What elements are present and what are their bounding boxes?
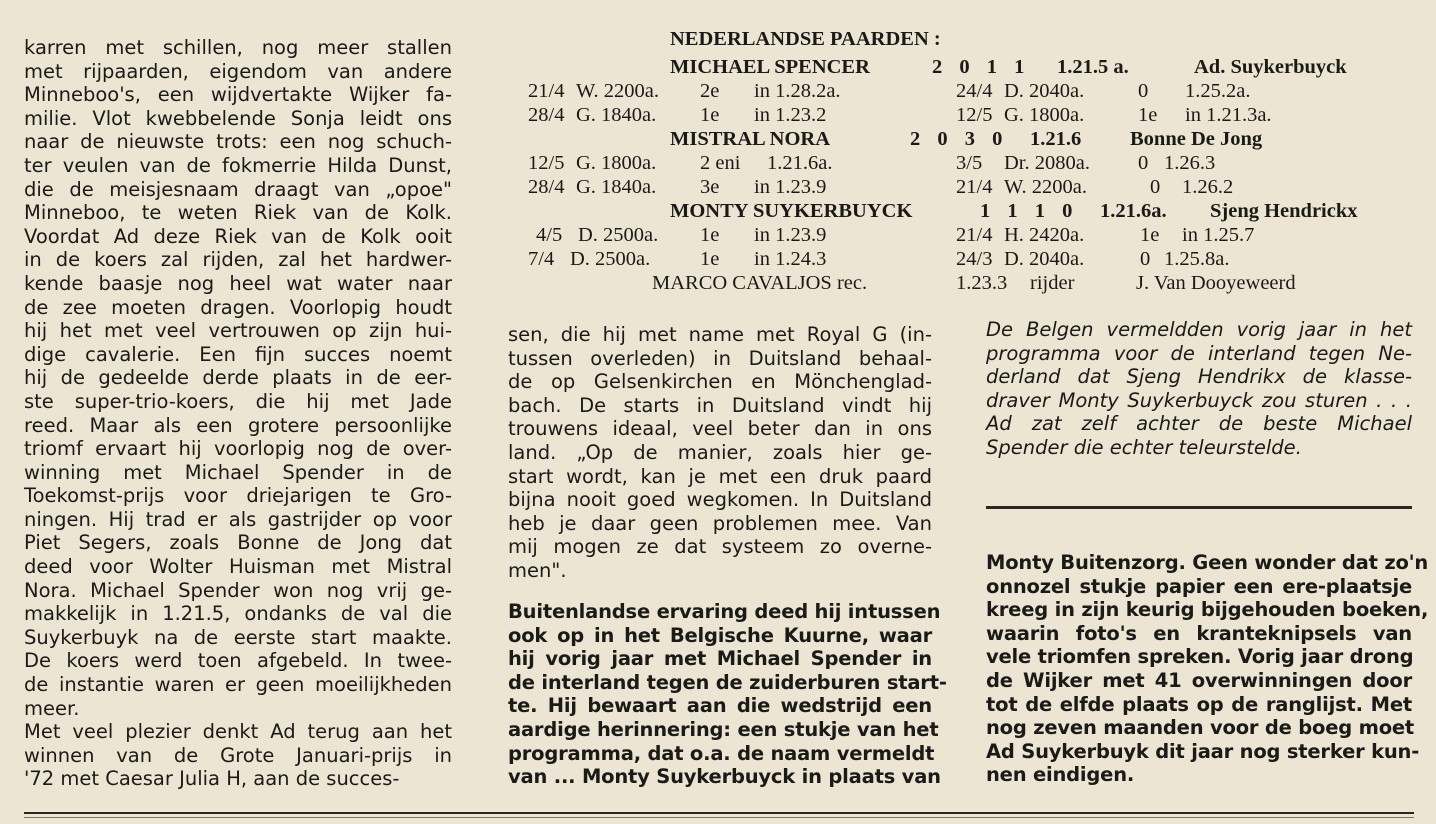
text-line: programma voor de interland tegen Ne- xyxy=(986,341,1412,365)
race-place: D. 2040a. xyxy=(1004,80,1085,102)
text-line: derland dat Sjeng Hendrikx de klasse- xyxy=(986,365,1412,389)
text-line: kende baasje nog heel wat water naar xyxy=(24,271,452,295)
race-place: G. 1800a. xyxy=(576,152,657,174)
text-line: de instantie waren er geen moeilijkheden xyxy=(24,673,452,697)
race-row xyxy=(510,248,1410,272)
article-column-middle xyxy=(508,323,932,583)
race-place: Dr. 2080a. xyxy=(1004,152,1090,174)
text-line: ste super-trio-koers, die hij met Jade xyxy=(24,389,452,413)
text-line: reed. Maar als een grotere persoonlijke xyxy=(24,413,452,437)
horse-name: MICHAEL SPENCER xyxy=(670,56,870,78)
race-place: D. 2500a. xyxy=(570,248,651,270)
table-footer-row xyxy=(510,272,1410,296)
text-line: Met veel plezier denkt Ad terug aan het xyxy=(24,720,452,744)
text-line: Piet Segers, zoals Bonne de Jong dat xyxy=(24,531,452,555)
race-place: G. 1840a. xyxy=(576,104,657,126)
text-line: sen, die hij met name met Royal G (in- xyxy=(508,323,932,346)
horse-name: MISTRAL NORA xyxy=(670,128,831,150)
text-line: de op Gelsenkirchen en Mönchenglad- xyxy=(508,370,932,394)
race-time: 1.21.6a. xyxy=(767,152,833,174)
horse-header-row xyxy=(510,200,1410,224)
sidebar-italic-note xyxy=(986,318,1412,460)
footer-label: rijder xyxy=(1030,272,1075,294)
text-line: Minneboo, te weten Riek van de Kolk. xyxy=(24,201,452,225)
race-date: 28/4 xyxy=(528,176,565,198)
race-date: 7/4 xyxy=(528,248,555,270)
race-date: 21/4 xyxy=(528,80,565,102)
text-line: bach. De starts in Duitsland vindt hij xyxy=(508,393,932,417)
race-result: 0 xyxy=(1140,248,1151,270)
race-result: 2 eni xyxy=(700,152,741,174)
text-line: dige cavalerie. Een fijn succes noemt xyxy=(24,342,452,366)
text-line: bijna nooit goed wegkomen. In Duitsland xyxy=(508,488,932,512)
page-bottom-rule xyxy=(24,812,1414,814)
text-line: Buitenlandse ervaring deed hij intussen xyxy=(508,600,941,623)
race-row xyxy=(510,176,1410,200)
race-date: 28/4 xyxy=(528,104,565,126)
race-time: in 1.25.7 xyxy=(1182,224,1255,246)
race-time: in 1.24.3 xyxy=(754,248,827,270)
race-result: 0 xyxy=(1138,152,1149,174)
text-line: tot de elfde plaats op de ranglijst. Met xyxy=(986,692,1412,716)
text-line: Suykerbuyk na de eerste start maakte. xyxy=(24,625,452,649)
race-place: W. 2200a. xyxy=(576,80,659,102)
text-line: winning met Michael Spender in de xyxy=(24,460,452,484)
race-row xyxy=(510,104,1410,128)
text-line: hij vorig jaar met Michael Spender in xyxy=(508,647,932,671)
race-result: 1e xyxy=(1140,224,1160,246)
race-time: 1.25.2a. xyxy=(1185,80,1251,102)
horse-name: MONTY SUYKERBUYCK xyxy=(670,200,913,222)
text-line: land. „Op de manier, zoals hier ge- xyxy=(508,440,932,464)
race-time: in 1.23.9 xyxy=(754,176,827,198)
text-line: hij het met veel vertrouwen op zijn hui- xyxy=(24,319,452,343)
text-line: te. Hij bewaart aan die wedstrijd een xyxy=(508,694,932,718)
horse-results-table xyxy=(510,28,1410,298)
footer-horse-name: MARCO CAVALJOS rec. xyxy=(652,272,868,294)
text-line: waarin foto's en kranteknipsels van xyxy=(986,621,1412,645)
race-time: 1.26.3 xyxy=(1164,152,1216,174)
text-line: Minneboo's, een wijdvertakte Wijker fa- xyxy=(24,83,452,107)
horse-best-time: 1.21.5 a. xyxy=(1057,56,1129,78)
footer-time: 1.23.3 xyxy=(956,272,1008,294)
text-line: naar de nieuwste trots: een nog schuch- xyxy=(24,130,452,154)
race-row xyxy=(510,80,1410,104)
race-place: H. 2420a. xyxy=(1004,224,1085,246)
race-date: 24/4 xyxy=(956,80,993,102)
text-line: die de meisjesnaam draagt van „opoe" xyxy=(24,177,452,201)
horse-record: 2 0 3 0 xyxy=(910,128,1009,150)
horse-best-time: 1.21.6 xyxy=(1030,128,1082,150)
text-line: programma, dat o.a. de naam vermeldt xyxy=(508,741,935,765)
race-result: 0 xyxy=(1150,176,1161,198)
horse-driver: Bonne De Jong xyxy=(1130,128,1263,150)
race-result: 2e xyxy=(700,80,720,102)
text-line: deed voor Wolter Huisman met Mistral xyxy=(24,555,452,579)
text-line: draver Monty Suykerbuyck zou sturen . . . xyxy=(986,388,1412,412)
text-line: vele triomfen spreken. Vorig jaar drong xyxy=(986,645,1414,669)
race-time: 1.25.8a. xyxy=(1164,248,1230,270)
text-line: ningen. Hij trad er als gastrijder op voor xyxy=(24,507,452,531)
table-title: NEDERLANDSE PAARDEN : xyxy=(670,28,941,50)
race-place: G. 1800a. xyxy=(1004,104,1085,126)
text-line: De Belgen vermeldden vorig jaar in het xyxy=(986,318,1412,341)
text-line: ook op in het Belgische Kuurne, waar xyxy=(508,623,932,647)
text-line: tussen overleden) in Duitsland behaal- xyxy=(508,346,932,370)
horse-record: 1 1 1 0 xyxy=(980,200,1079,222)
text-line: in de koers zal rijden, zal het hardwer- xyxy=(24,248,452,272)
footer-driver: J. Van Dooyeweerd xyxy=(1136,272,1296,294)
text-line: Voordat Ad deze Riek van de Kolk ooit xyxy=(24,224,452,248)
horse-record: 2 0 1 1 xyxy=(932,56,1031,78)
race-time: in 1.21.3a. xyxy=(1185,104,1272,126)
race-time: in 1.28.2a. xyxy=(754,80,841,102)
race-place: G. 1840a. xyxy=(576,176,657,198)
horse-driver: Ad. Suykerbuyck xyxy=(1194,56,1347,78)
text-line: De koers werd toen afgebeld. In twee- xyxy=(24,649,452,673)
text-line: onnozel stukje papier een ere-plaatsje xyxy=(986,574,1412,598)
horse-header-row xyxy=(510,128,1410,152)
race-date: 24/3 xyxy=(956,248,993,270)
race-date: 21/4 xyxy=(956,224,993,246)
text-line: nen eindigen. xyxy=(986,763,1135,787)
table-title-row xyxy=(510,28,1410,52)
text-line: Nora. Michael Spender won nog vrij ge- xyxy=(24,578,452,602)
text-line: de interland tegen de zuiderburen start- xyxy=(508,670,947,694)
text-line: kreeg in zijn keurig bijgehouden boeken, xyxy=(986,598,1429,622)
text-line: start wordt, kan je met een druk paard xyxy=(508,464,932,488)
text-line: Ad Suykerbuyk dit jaar nog sterker kun- xyxy=(986,739,1420,763)
race-result: 1e xyxy=(700,224,720,246)
section-divider xyxy=(986,506,1412,509)
text-line: milie. Vlot kwebbelende Sonja leidt ons xyxy=(24,106,452,130)
text-line: trouwens ideaal, veel beter dan in ons xyxy=(508,417,932,441)
race-date: 12/5 xyxy=(528,152,565,174)
text-line: de zee moeten dragen. Voorlopig houdt xyxy=(24,295,452,319)
race-result: 1e xyxy=(700,104,720,126)
race-result: 1e xyxy=(1138,104,1158,126)
race-result: 3e xyxy=(700,176,720,198)
text-line: nog zeven maanden voor de boeg moet xyxy=(986,716,1415,740)
race-place: D. 2500a. xyxy=(578,224,659,246)
race-time: in 1.23.2 xyxy=(754,104,827,126)
text-line: '72 met Caesar Julia H, aan de succes- xyxy=(24,767,400,791)
race-result: 0 xyxy=(1138,80,1149,102)
text-line: Toekomst-prijs voor driejarigen te Gro- xyxy=(24,484,452,508)
text-line: met rijpaarden, eigendom van andere xyxy=(24,59,452,83)
text-line: makkelijk in 1.21.5, ondanks de val die xyxy=(24,602,452,626)
text-line: aardige herinnering: een stukje van het xyxy=(508,717,939,741)
race-place: D. 2040a. xyxy=(1004,248,1085,270)
text-line: Monty Buitenzorg. Geen wonder dat zo'n xyxy=(986,551,1429,574)
article-column-middle-bold xyxy=(508,600,947,789)
article-column-right-bold xyxy=(986,551,1429,787)
race-date: 3/5 xyxy=(956,152,983,174)
text-line: mij mogen ze dat systeem zo overne- xyxy=(508,535,932,559)
text-line: hij de gedeelde derde plaats in de eer- xyxy=(24,366,452,390)
horse-driver: Sjeng Hendrickx xyxy=(1210,200,1358,222)
race-place: W. 2200a. xyxy=(1004,176,1087,198)
text-line: karren met schillen, nog meer stallen xyxy=(24,36,452,59)
text-line: Ad zat zelf achter de beste Michael xyxy=(986,412,1412,436)
text-line: ter veulen van de fokmerrie Hilda Dunst, xyxy=(24,153,452,177)
horse-best-time: 1.21.6a. xyxy=(1100,200,1167,222)
race-row xyxy=(510,152,1410,176)
text-line: Spender die echter teleurstelde. xyxy=(986,435,1302,459)
text-line: de Wijker met 41 overwinningen door xyxy=(986,668,1412,692)
race-date: 12/5 xyxy=(956,104,993,126)
article-column-left xyxy=(24,36,452,791)
race-time: in 1.23.9 xyxy=(754,224,827,246)
text-line: van ... Monty Suykerbuyck in plaats van xyxy=(508,765,941,789)
text-line: winnen van de Grote Januari-prijs in xyxy=(24,743,452,767)
text-line: men". xyxy=(508,558,567,582)
race-date: 4/5 xyxy=(536,224,563,246)
race-row xyxy=(510,224,1410,248)
horse-header-row xyxy=(510,56,1410,80)
text-line: triomf ervaart hij voorlopig nog de over- xyxy=(24,437,452,461)
race-time: 1.26.2 xyxy=(1182,176,1234,198)
page-bottom-rule-thin xyxy=(24,817,1414,818)
text-line: meer. xyxy=(24,696,80,720)
text-line: heb je daar geen problemen mee. Van xyxy=(508,511,932,535)
race-date: 21/4 xyxy=(956,176,993,198)
race-result: 1e xyxy=(700,248,720,270)
